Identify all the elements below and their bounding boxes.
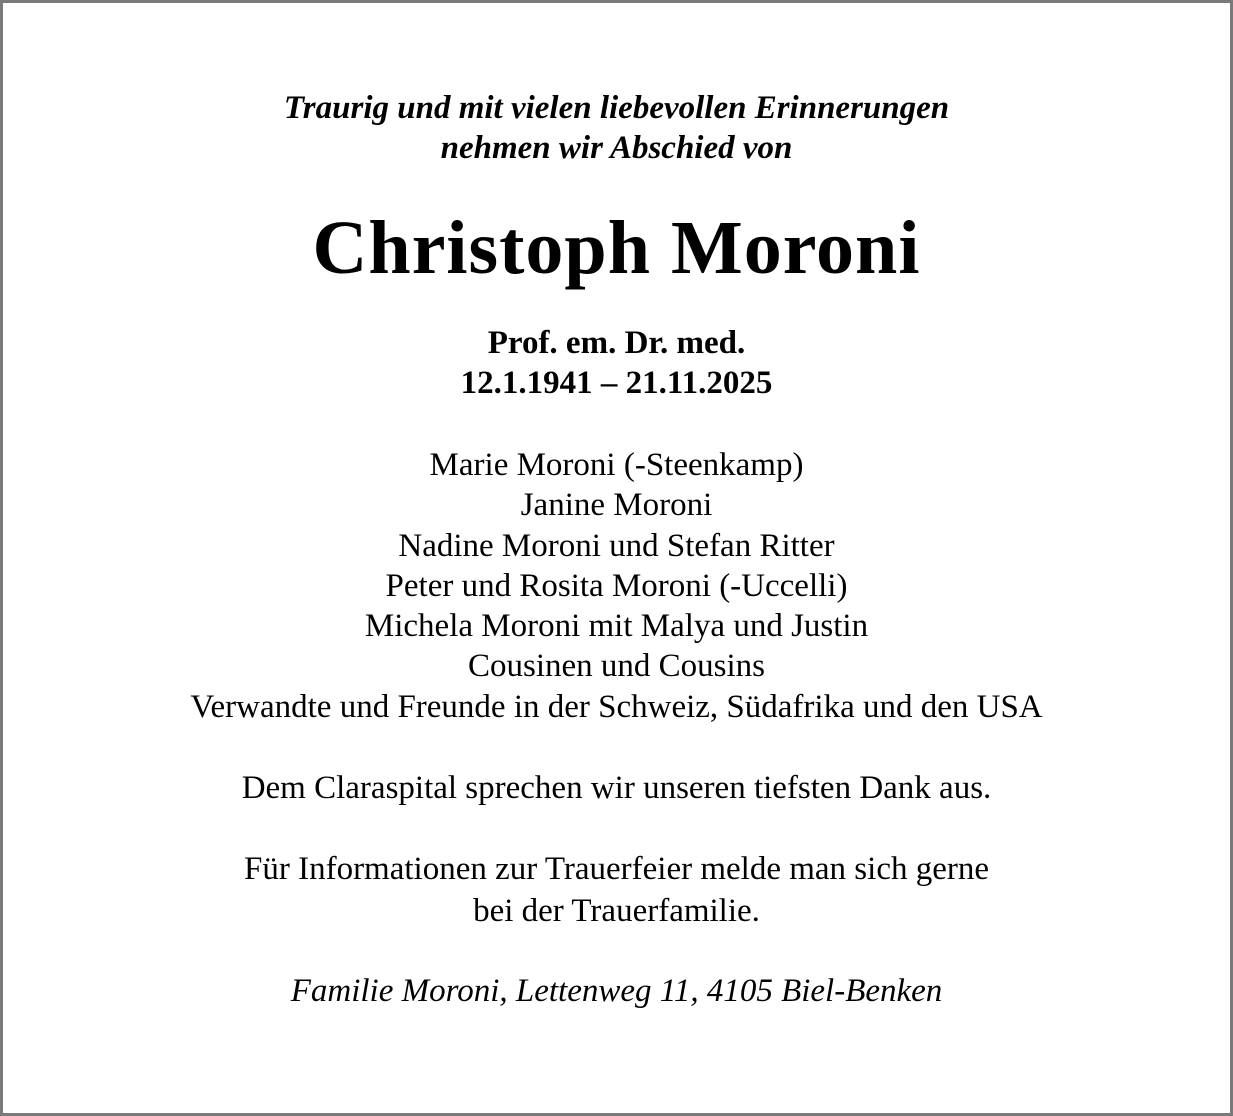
mourner-line: Cousinen und Cousins [467, 648, 766, 685]
deceased-name: Christoph Moroni [312, 206, 921, 290]
intro-line-2: nehmen wir Abschied von [440, 130, 793, 166]
ceremony-info-line-2: bei der Trauerfamilie. [473, 893, 760, 929]
mourner-line: Verwandte und Freunde in der Schweiz, Südafrika und den USA [190, 688, 1043, 725]
thanks-note: Dem Claraspital sprechen wir unseren tiefsten Dank aus. [241, 770, 992, 806]
academic-title: Prof. em. Dr. med. [487, 325, 746, 361]
intro-line-1: Traurig und mit vielen liebevollen Erinnerungen [283, 90, 950, 126]
mourner-line: Nadine Moroni und Stefan Ritter [398, 527, 835, 564]
family-address: Familie Moroni, Lettenweg 11, 4105 Biel-Benken [290, 973, 943, 1009]
mourner-line: Marie Moroni (-Steenkamp) [429, 447, 804, 483]
mourner-line: Michela Moroni mit Malya und Justin [364, 608, 869, 645]
ceremony-info [3, 848, 1230, 932]
mourner-line: Janine Moroni [520, 487, 713, 524]
life-dates: 12.1.1941 – 21.11.2025 [460, 365, 773, 401]
intro-text [3, 88, 1230, 168]
mourner-line: Peter und Rosita Moroni (-Uccelli) [385, 567, 848, 604]
ceremony-info-line-1: Für Informationen zur Trauerfeier melde man sich gerne [244, 851, 989, 887]
deceased-details [3, 323, 1230, 403]
mourners-list [3, 445, 1230, 727]
